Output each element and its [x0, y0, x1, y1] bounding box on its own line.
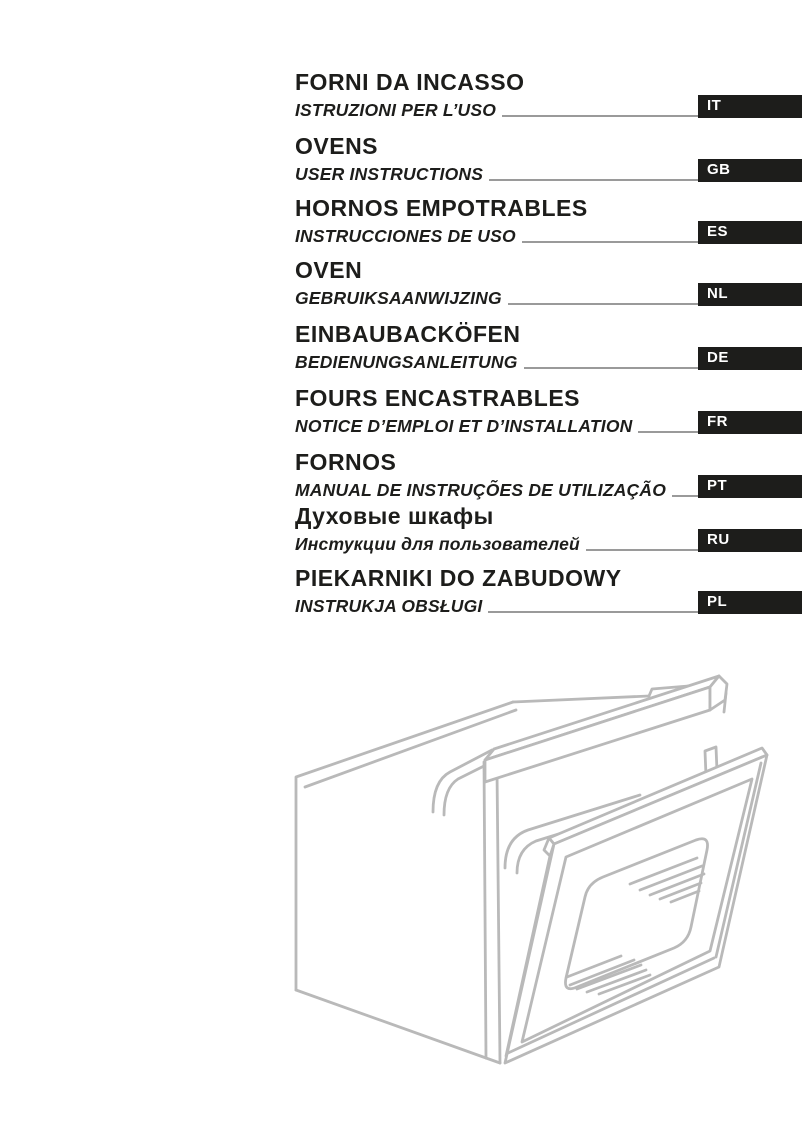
- window-reflection-hatches: [567, 858, 704, 994]
- language-row-de: [295, 322, 802, 372]
- subtitle-pl: INSTRUKJA OBSŁUGI: [295, 596, 483, 616]
- language-row-it: [295, 70, 802, 120]
- leader-line: [638, 431, 698, 433]
- product-title-es: HORNOS EMPOTRABLES: [295, 195, 588, 221]
- product-title-pt: FORNOS: [295, 449, 397, 475]
- leader-line: [489, 179, 698, 181]
- leader-line: [524, 367, 698, 369]
- product-title-pl: PIEKARNIKI DO ZABUDOWY: [295, 565, 622, 591]
- subtitle-de: BEDIENUNGSANLEITUNG: [295, 352, 518, 372]
- language-tab-it: IT: [698, 95, 802, 118]
- oven-handle-bar-drawing: [485, 676, 727, 782]
- leader-line: [488, 611, 698, 613]
- subtitle-es: INSTRUCCIONES DE USO: [295, 226, 516, 246]
- language-tab-pt: PT: [698, 475, 802, 498]
- language-row-fr: [295, 386, 802, 436]
- language-row-pl: [295, 566, 802, 616]
- leader-line: [508, 303, 698, 305]
- product-title-de: EINBAUBACKÖFEN: [295, 321, 521, 347]
- language-row-ru: [295, 504, 802, 554]
- language-tab-gb: GB: [698, 159, 802, 182]
- subtitle-pt: MANUAL DE INSTRUÇÕES DE UTILIZAÇÃO: [295, 480, 667, 500]
- subtitle-nl: GEBRUIKSAANWIJZING: [295, 288, 502, 308]
- language-row-es: [295, 196, 802, 246]
- door-window: [565, 839, 707, 989]
- language-tab-ru: RU: [698, 529, 802, 552]
- language-tab-es: ES: [698, 221, 802, 244]
- leader-line: [672, 495, 698, 497]
- product-title-gb: OVENS: [295, 133, 379, 159]
- oven-door-drawing: [505, 748, 767, 1063]
- product-title-fr: FOURS ENCASTRABLES: [295, 385, 581, 411]
- language-row-gb: [295, 134, 802, 184]
- product-title-ru: Духовые шкафы: [295, 503, 494, 529]
- subtitle-ru: Инстукции для пользователей: [295, 534, 580, 554]
- language-row-nl: [295, 258, 802, 308]
- oven-cabinet-drawing: [296, 684, 726, 1063]
- product-title-nl: OVEN: [295, 257, 363, 283]
- leader-line: [586, 549, 698, 551]
- language-tab-nl: NL: [698, 283, 802, 306]
- subtitle-it: ISTRUZIONI PER L’USO: [295, 100, 497, 120]
- leader-line: [522, 241, 698, 243]
- leader-line: [502, 115, 698, 117]
- language-tab-fr: FR: [698, 411, 802, 434]
- subtitle-gb: USER INSTRUCTIONS: [295, 164, 484, 184]
- product-title-it: FORNI DA INCASSO: [295, 69, 525, 95]
- language-tab-pl: PL: [698, 591, 802, 614]
- language-row-pt: [295, 450, 802, 500]
- subtitle-fr: NOTICE D’EMPLOI ET D’INSTALLATION: [295, 416, 633, 436]
- language-tab-de: DE: [698, 347, 802, 370]
